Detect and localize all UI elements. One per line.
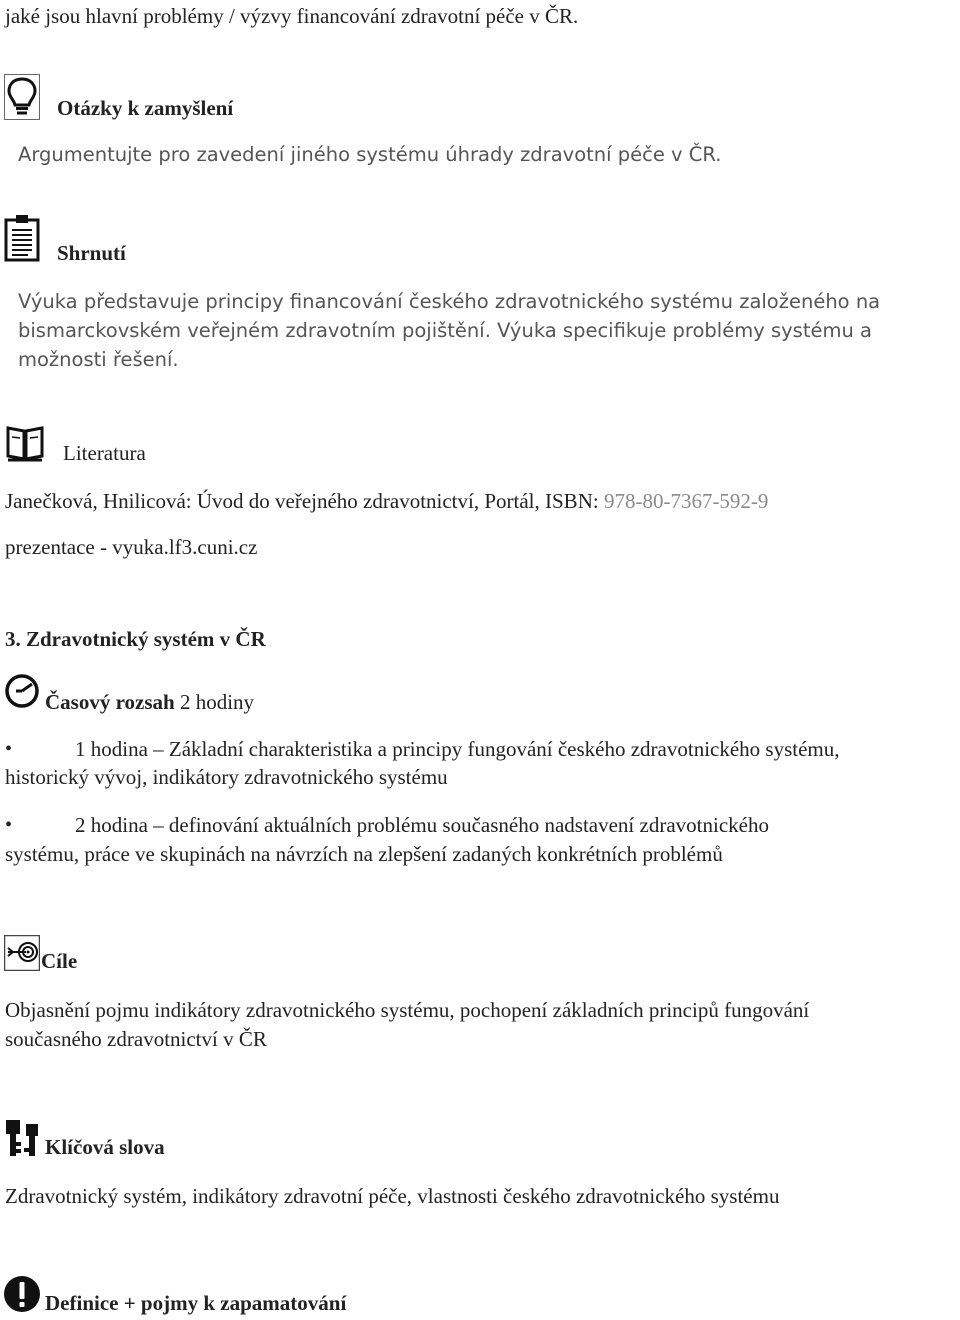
time-label: Časový rozsah [45, 690, 175, 714]
key-icon [4, 1118, 42, 1160]
questions-heading: Otázky k zamyšlení [57, 96, 234, 120]
isbn-value: 978-80-7367-592-9 [603, 489, 769, 513]
notepad-icon [4, 214, 40, 262]
bullet-marker-2: • [5, 814, 13, 836]
questions-text: Argumentujte pro zavedení jiného systému úhrady zdravotní péče v ČR. [18, 143, 722, 166]
literature-heading: Literatura [63, 441, 146, 465]
clock-icon [4, 673, 40, 709]
goals-heading: Cíle [41, 949, 78, 973]
time-value: 2 hodiny [174, 690, 255, 714]
summary-line-1: Výuka představuje principy financování českého zdravotnického systému založeného na [18, 290, 881, 313]
book-icon [4, 425, 46, 463]
bullet-marker-1: • [5, 738, 13, 760]
bullet-2-line-1: 2 hodina – definování aktuálních problému současného nadstavení zdravotnického [75, 813, 769, 837]
time-range [45, 688, 254, 717]
bullet-1-line-2: historický vývoj, indikátory zdravotnického systému [5, 765, 448, 789]
keywords-heading: Klíčová slova [45, 1135, 165, 1159]
chapter-title: 3. Zdravotnický systém v ČR [5, 627, 266, 651]
lightbulb-icon [4, 74, 40, 120]
bullet-1-line-1: 1 hodina – Základní charakteristika a principy fungování českého zdravotnického systému, [75, 737, 840, 761]
bullet-2-line-2: systému, práce ve skupinách na návrzích na zlepšení zadaných konkrétních problémů [5, 842, 723, 866]
goals-line-1: Objasnění pojmu indikátory zdravotnického systému, pochopení základních principů fungování [5, 998, 810, 1022]
goals-line-2: současného zdravotnictví v ČR [5, 1027, 267, 1051]
summary-line-3: možnosti řešení. [18, 348, 179, 371]
summary-heading: Shrnutí [57, 241, 126, 265]
intro-line: jaké jsou hlavní problémy / výzvy financování zdravotní péče v ČR. [5, 4, 579, 28]
summary-line-2: bismarckovském veřejném zdravotním pojištění. Výuka specifikuje problémy systému a [18, 319, 872, 342]
keywords-text: Zdravotnický systém, indikátory zdravotní péče, vlastnosti českého zdravotnického systému [5, 1184, 780, 1208]
target-icon [4, 935, 40, 971]
literature-reference [5, 487, 768, 516]
definitions-heading: Definice + pojmy k zapamatování [45, 1291, 347, 1315]
literature-citation: Janečková, Hnilicová: Úvod do veřejného zdravotnictví, Portál, ISBN: [5, 489, 604, 513]
presentation-link[interactable]: prezentace - vyuka.lf3.cuni.cz [5, 535, 258, 559]
exclamation-icon [3, 1275, 41, 1313]
